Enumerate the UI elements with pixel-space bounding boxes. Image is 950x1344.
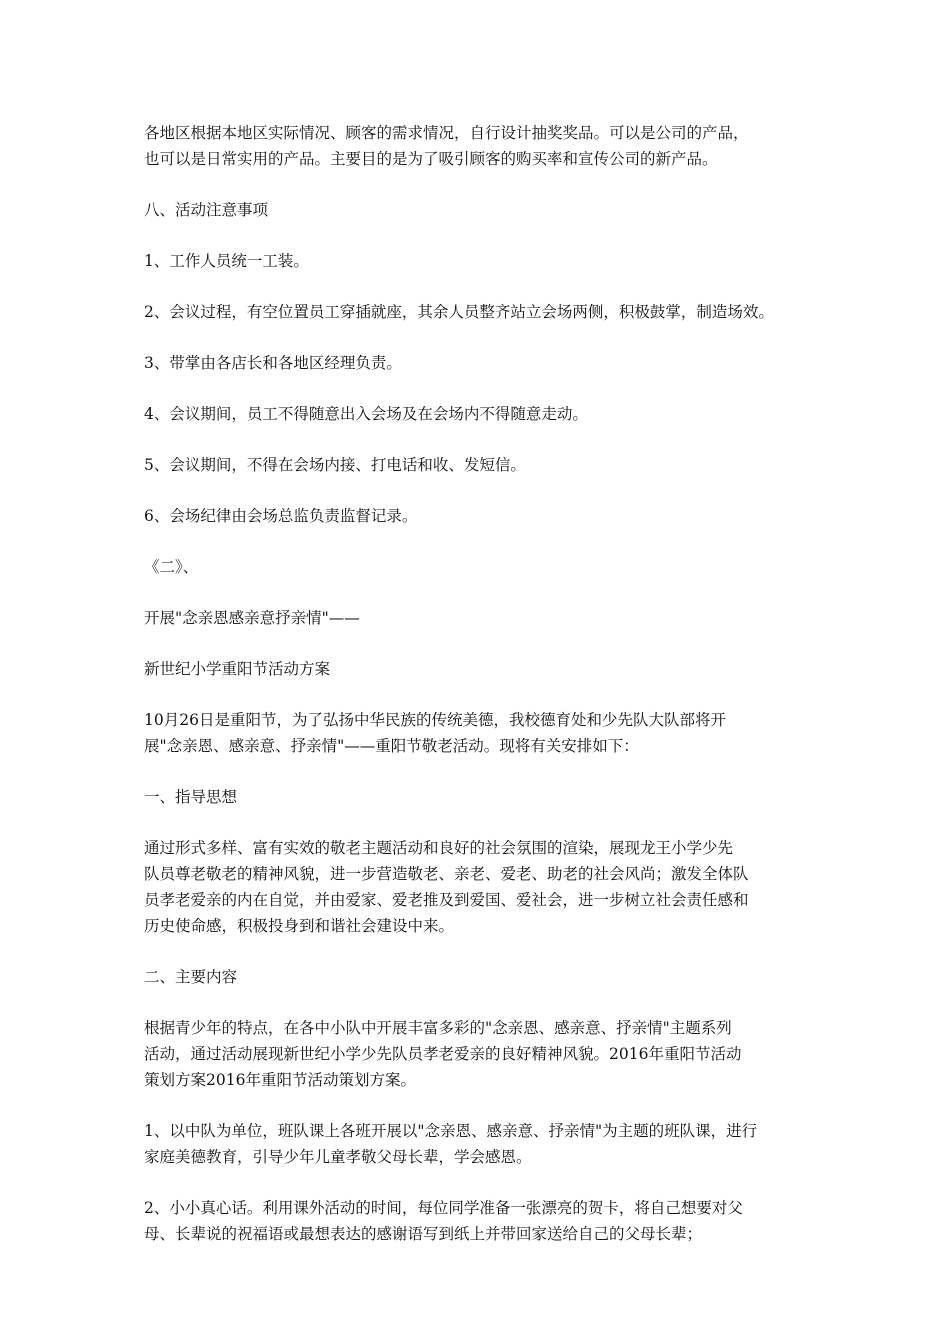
text-line: 历史使命感，积极投身到和谐社会建设中来。 (144, 917, 455, 935)
text-line: 队员尊老敬老的精神风貌，进一步营造敬老、亲老、爱老、助老的社会风尚；激发全体队 (144, 865, 749, 883)
paragraph (144, 784, 824, 810)
text-line: 通过形式多样、富有实效的敬老主题活动和良好的社会氛围的渲染，展现龙王小学少先 (144, 839, 734, 857)
paragraph (144, 503, 824, 529)
paragraph (144, 605, 824, 631)
text-line: 新世纪小学重阳节活动方案 (144, 660, 331, 678)
text-line: 策划方案2016年重阳节活动策划方案。 (144, 1071, 416, 1089)
text-line: 八、活动注意事项 (144, 201, 269, 219)
text-line: 各地区根据本地区实际情况、顾客的需求情况，自行设计抽奖奖品。可以是公司的产品， (144, 124, 749, 142)
paragraph (144, 835, 824, 939)
text-line: 3、带掌由各店长和各地区经理负责。 (144, 354, 402, 372)
text-line: 一、指导思想 (144, 788, 238, 806)
paragraph (144, 299, 824, 325)
text-line: 根据青少年的特点，在各中小队中开展丰富多彩的"念亲恩、感亲意、抒亲情"主题系列 (144, 1019, 732, 1037)
paragraph (144, 1118, 824, 1170)
text-line: 活动，通过活动展现新世纪小学少先队员孝老爱亲的良好精神风貌。2016年重阳节活动 (144, 1045, 742, 1063)
paragraph (144, 197, 824, 223)
text-line: 《二》、 (144, 558, 199, 576)
paragraph (144, 964, 824, 990)
document-page (144, 120, 824, 1272)
text-line: 家庭美德教育，引导少年儿童孝敬父母长辈，学会感恩。 (144, 1148, 532, 1166)
text-line: 1、以中队为单位，班队课上各班开展以"念亲恩、感亲意、抒亲情"为主题的班队课，进行 (144, 1122, 758, 1140)
paragraph (144, 554, 824, 580)
paragraph (144, 248, 824, 274)
paragraph (144, 707, 824, 759)
paragraph (144, 401, 824, 427)
paragraph (144, 350, 824, 376)
paragraph (144, 1015, 824, 1093)
paragraph (144, 452, 824, 478)
text-line: 6、会场纪律由会场总监负责监督记录。 (144, 507, 418, 525)
text-line: 二、主要内容 (144, 968, 238, 986)
text-line: 1、工作人员统一工装。 (144, 252, 309, 270)
text-line: 开展"念亲恩感亲意抒亲情"—— (144, 609, 360, 627)
text-line: 母、长辈说的祝福语或最想表达的感谢语写到纸上并带回家送给自己的父母长辈； (144, 1225, 703, 1243)
text-line: 展"念亲恩、感亲意、抒亲情"——重阳节敬老活动。现将有关安排如下： (144, 737, 639, 755)
text-line: 2、小小真心话。利用课外活动的时间，每位同学准备一张漂亮的贺卡，将自己想要对父 (144, 1199, 743, 1217)
text-line: 2、会议过程，有空位置员工穿插就座，其余人员整齐站立会场两侧，积极鼓掌，制造场效。 (144, 303, 774, 321)
text-line: 4、会议期间，员工不得随意出入会场及在会场内不得随意走动。 (144, 405, 588, 423)
paragraph (144, 1195, 824, 1247)
text-line: 10月26日是重阳节，为了弘扬中华民族的传统美德，我校德育处和少先队大队部将开 (144, 711, 726, 729)
text-line: 也可以是日常实用的产品。主要目的是为了吸引顾客的购买率和宣传公司的新产品。 (144, 150, 718, 168)
paragraph (144, 120, 824, 172)
paragraph (144, 656, 824, 682)
text-line: 5、会议期间，不得在会场内接、打电话和收、发短信。 (144, 456, 526, 474)
text-line: 员孝老爱亲的内在自觉，并由爱家、爱老推及到爱国、爱社会，进一步树立社会责任感和 (144, 891, 749, 909)
